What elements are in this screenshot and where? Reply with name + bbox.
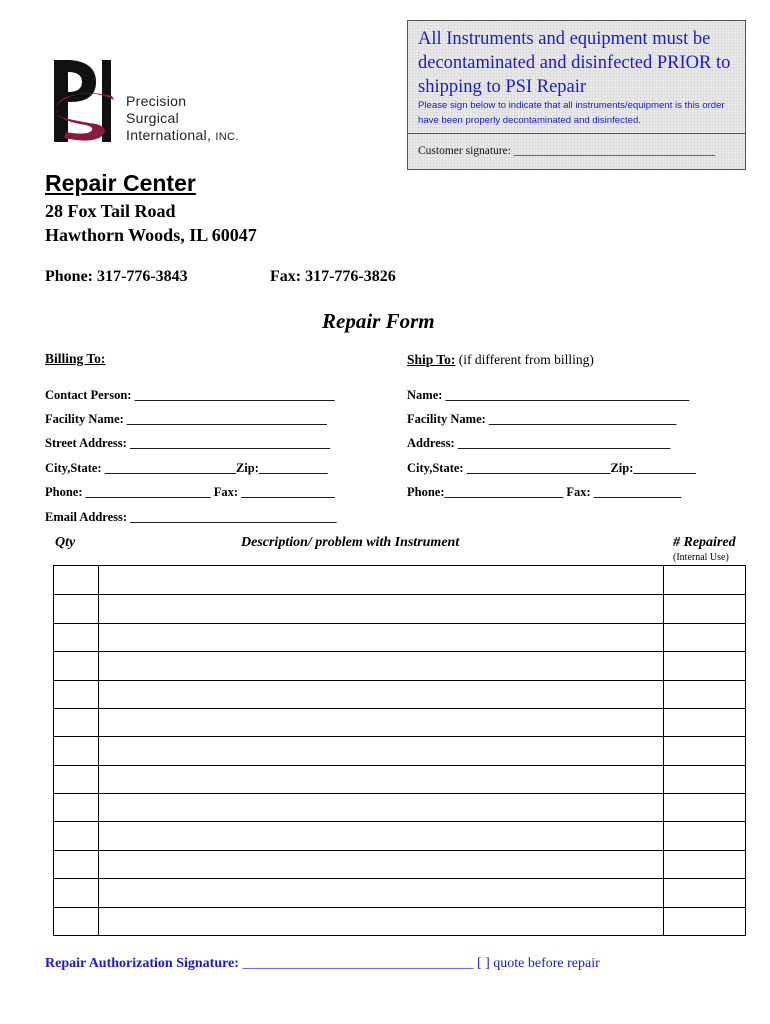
quote-before-repair-checkbox[interactable]: [ ] quote before repair [473, 956, 600, 971]
address-line1: 28 Fox Tail Road [45, 201, 176, 221]
authorization-signature-line[interactable]: _________________________________ [238, 956, 474, 971]
billing-city-state-zip-field[interactable]: City,State: _____________________Zip:___________ [45, 461, 328, 475]
company-name [126, 93, 239, 146]
company-name-line1: Precision [126, 93, 187, 109]
form-title: Repair Form [322, 309, 435, 333]
table-row-divider [54, 765, 745, 766]
shipping-city-state-zip-field[interactable]: City,State: _______________________Zip:__________ [407, 461, 696, 475]
billing-street-field[interactable]: Street Address: ________________________________ [45, 436, 330, 450]
authorization-label: Repair Authorization Signature: [45, 956, 239, 971]
billing-label: Billing To: [45, 351, 106, 366]
billing-email-field[interactable]: Email Address: _________________________________ [45, 510, 337, 524]
shipping-phone-fax-field[interactable]: Phone:___________________ Fax: ______________ [407, 485, 682, 499]
instrument-table [53, 565, 746, 936]
repair-authorization [45, 956, 600, 972]
table-row-divider [54, 736, 745, 737]
shipping-name-field[interactable]: Name: _______________________________________ [407, 388, 690, 402]
shipping-address-field[interactable]: Address: __________________________________ [407, 436, 671, 450]
billing-contact-field[interactable]: Contact Person: ________________________________ [45, 388, 335, 402]
table-row-divider [54, 907, 745, 908]
decontamination-notice [407, 20, 746, 170]
table-row-divider [54, 793, 745, 794]
ship-to-label: Ship To: [407, 352, 456, 367]
repair-center-fax: Fax: 317-776-3826 [270, 268, 396, 285]
qty-column-header: Qty [55, 535, 76, 550]
repair-center-title: Repair Center [45, 170, 196, 196]
notice-headline: All Instruments and equipment must be decontaminated and disinfected PRIOR to shipping to PSI Repair [418, 29, 731, 97]
company-inc: INC. [215, 131, 239, 143]
table-row-divider [54, 594, 745, 595]
table-row-divider [54, 651, 745, 652]
repair-center-phone: Phone: 317-776-3843 [45, 268, 188, 285]
customer-signature-field[interactable]: Customer signature: ___________________________________ [418, 145, 716, 157]
table-row-divider [54, 623, 745, 624]
ship-to-note: (if different from billing) [455, 352, 594, 367]
billing-facility-field[interactable]: Facility Name: ________________________________ [45, 412, 327, 426]
address-line2: Hawthorn Woods, IL 60047 [45, 225, 257, 245]
repaired-column-divider [663, 566, 664, 935]
table-row-divider [54, 680, 745, 681]
description-column-header: Description/ problem with Instrument [241, 535, 460, 550]
company-name-line3: International, [126, 127, 212, 143]
repaired-column-header: # Repaired [673, 535, 736, 550]
company-name-line2: Surgical [126, 110, 179, 126]
table-row-divider [54, 878, 745, 879]
table-row-divider [54, 821, 745, 822]
table-row-divider [54, 850, 745, 851]
notice-divider [408, 133, 745, 134]
qty-column-divider [98, 566, 99, 935]
billing-phone-fax-field[interactable]: Phone: ____________________ Fax: _______________ [45, 485, 335, 499]
table-row-divider [54, 708, 745, 709]
notice-instruction: Please sign below to indicate that all instruments/equipment is this order have been properly decontaminated and disinfected. [418, 100, 725, 126]
ship-to-header [407, 351, 594, 369]
internal-use-note: (Internal Use) [673, 552, 729, 563]
shipping-facility-field[interactable]: Facility Name: ______________________________ [407, 412, 677, 426]
